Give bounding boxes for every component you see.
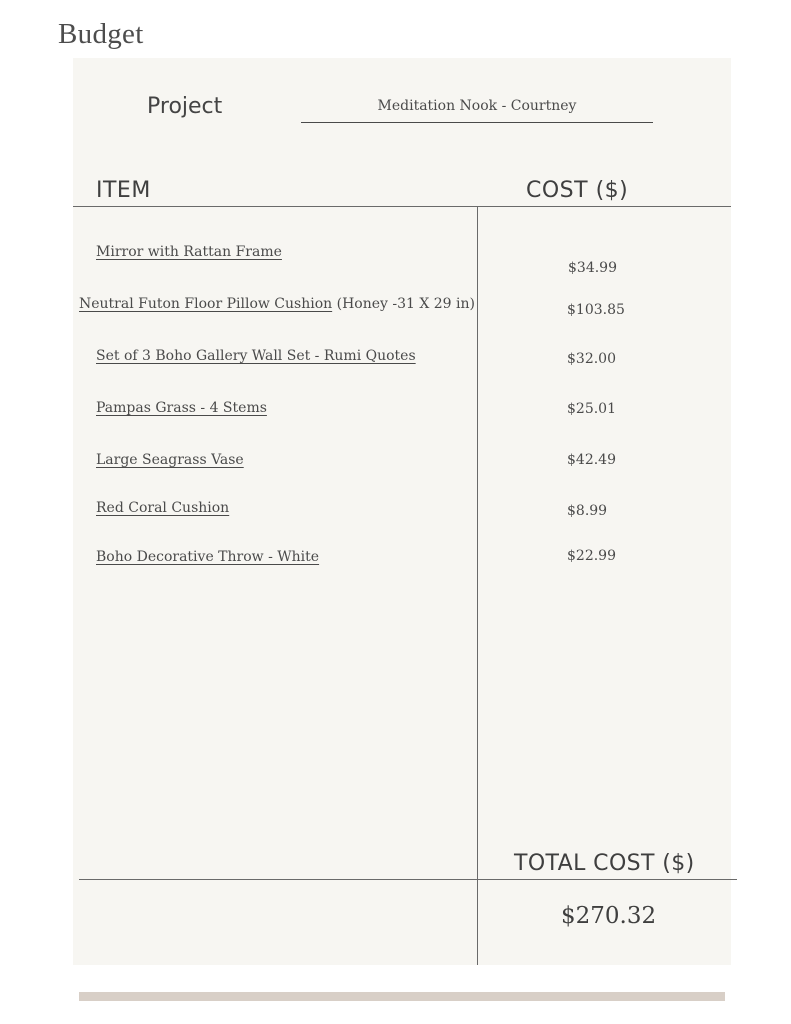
item-link[interactable]: Pampas Grass - 4 Stems <box>96 400 267 416</box>
item-cost: $25.01 <box>567 401 616 417</box>
project-label: Project <box>147 94 223 119</box>
item-cost: $103.85 <box>567 302 625 318</box>
project-name-field[interactable]: Meditation Nook - Courtney <box>377 98 577 114</box>
footer-bar <box>79 992 725 1001</box>
total-cost-value: $270.32 <box>561 903 657 929</box>
item-cost: $32.00 <box>567 351 616 367</box>
item-cost: $42.49 <box>567 452 616 468</box>
item-cost: $8.99 <box>567 503 608 519</box>
item-note: (Honey -31 X 29 in) <box>332 296 475 312</box>
list-item <box>96 348 416 364</box>
list-item <box>96 500 229 516</box>
total-divider <box>79 879 737 880</box>
item-cost: $34.99 <box>568 260 617 276</box>
list-item <box>96 400 267 416</box>
list-item <box>96 244 282 260</box>
item-cost: $22.99 <box>567 548 616 564</box>
item-link[interactable]: Large Seagrass Vase <box>96 452 244 468</box>
header-divider <box>73 206 731 207</box>
item-link[interactable]: Mirror with Rattan Frame <box>96 244 282 260</box>
page-title: Budget <box>58 18 144 50</box>
item-link[interactable]: Neutral Futon Floor Pillow Cushion <box>79 296 333 312</box>
list-item <box>96 549 319 565</box>
list-item <box>79 296 475 312</box>
item-link[interactable]: Set of 3 Boho Gallery Wall Set - Rumi Quotes <box>96 348 416 364</box>
list-item <box>96 452 244 468</box>
item-column-header: ITEM <box>96 178 151 203</box>
item-link[interactable]: Red Coral Cushion <box>96 500 230 516</box>
column-divider <box>477 207 478 965</box>
project-underline <box>301 122 653 123</box>
item-link[interactable]: Boho Decorative Throw - White <box>96 549 320 565</box>
total-cost-label: TOTAL COST ($) <box>514 851 695 876</box>
cost-column-header: COST ($) <box>526 178 629 203</box>
